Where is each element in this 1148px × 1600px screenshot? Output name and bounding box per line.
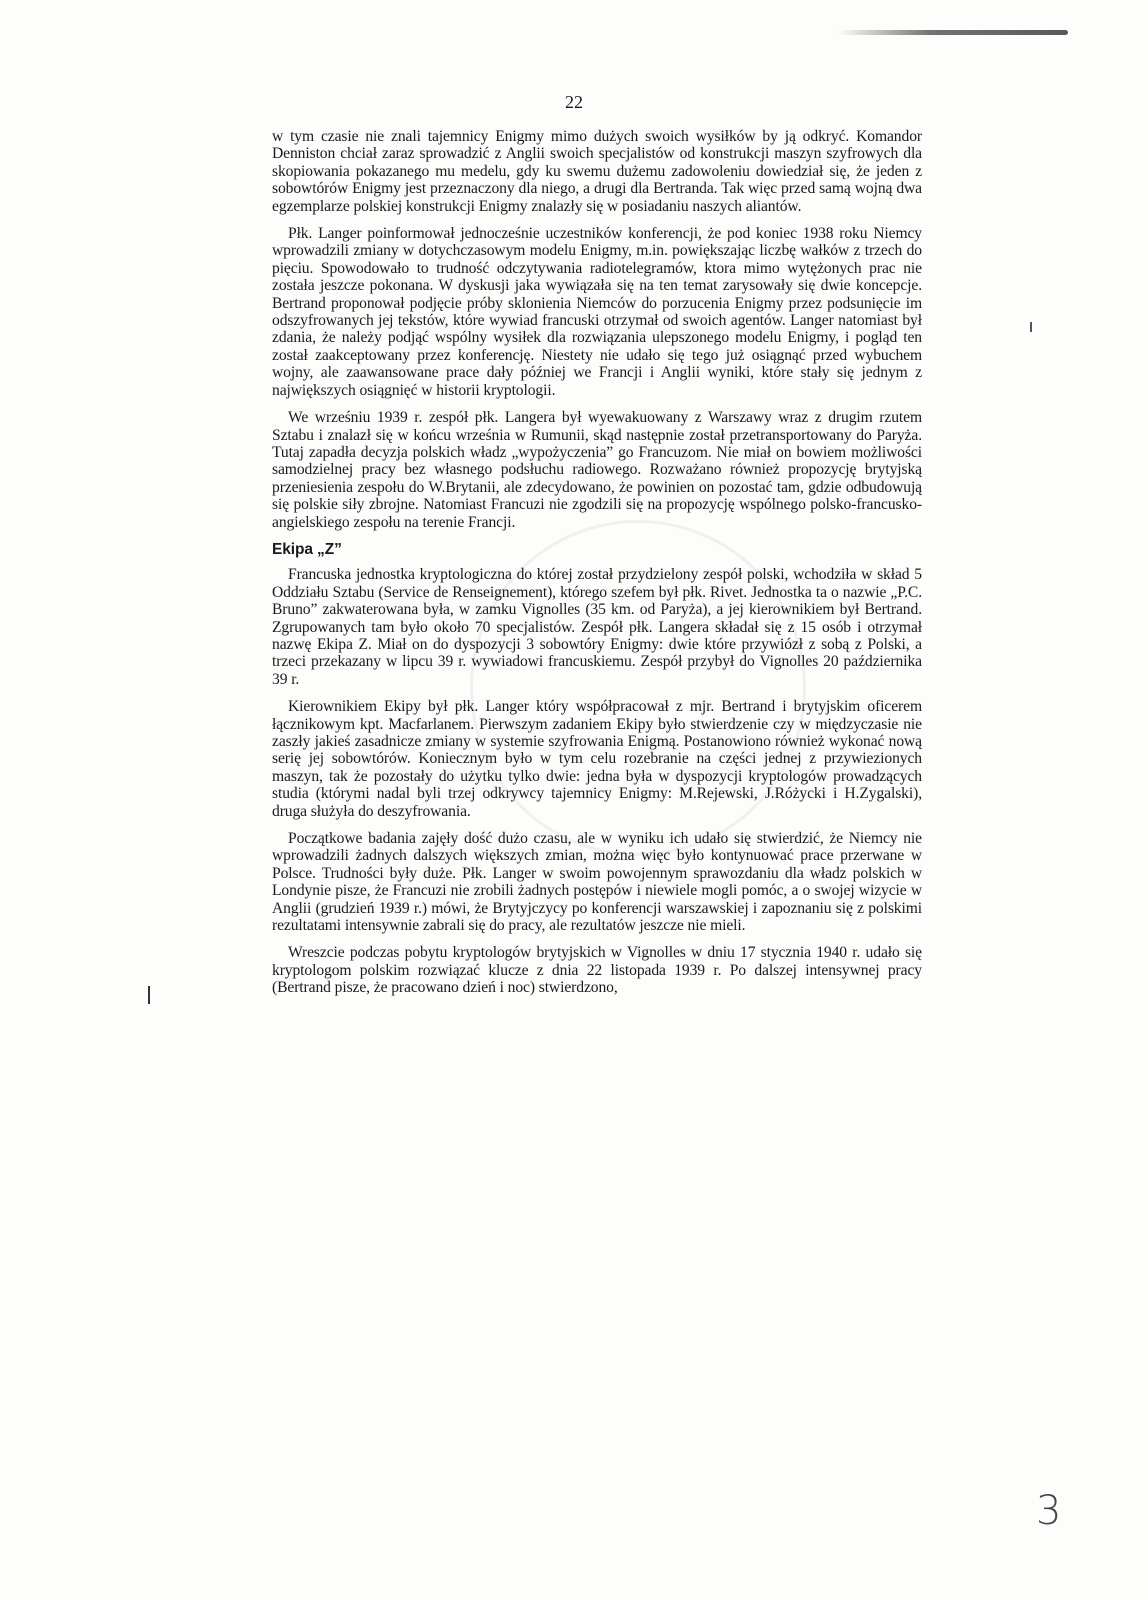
- handwritten-page-number: 3: [1036, 1488, 1062, 1534]
- paragraph-2: Płk. Langer poinformował jednocześnie uczestników konferencji, że pod koniec 1938 roku Niemcy wprowadzili zmiany w dotychczasowym modelu Enigmy, m.in. powiększając liczbę wałków z trzech do pięciu. Spowodowało to trudność odczytywania radiotelegramów, ktora mimo wytężonych prac nie została jeszcze pokonana. W dyskusji jaka wywiązała się na ten temat zarysowały się dwie koncepcje. Bertrand proponował podjęcie próby sklonienia Niemców do porzucenia Enigmy przez podsunięcie im odszyfrowanych jej tekstów, które wywiad francuski otrzymał od swoich agentów. Langer natomiast był zdania, że należy podjąć wspólny wysiłek dla rozwiązania ulepszonego modelu Enigmy, i pogląd ten został zaakceptowany przez konferencję. Niestety nie udało się tego już osiągnąć przed wybuchem wojny, ale zaawansowane prace dały później we Francji i Anglii wyniki, które stały się jednym z największych osiągnięć w historii kryptologii.: [272, 225, 922, 399]
- scan-edge-mark: [838, 30, 1068, 35]
- section-paragraph-3: Początkowe badania zajęły dość dużo czasu, ale w wyniku ich udało się stwierdzić, że Niemcy nie wprowadzili żadnych dalszych większych zmian, można więc było kontynuować prace przerwane w Polsce. Trudności były duże. Płk. Langer w swoim powojennym sprawozdaniu dla władz polskich w Londynie pisze, że Francuzi nie zrobili żadnych postępów i niewiele mogli pomóc, a o swojej wizycie w Anglii (grudzień 1939 r.) mówi, że Brytyjczycy po konferencji warszawskiej i zapoznaniu się z polskimi rezultatami intensywnie zabrali się do pracy, ale rezultatów jeszcze nie mieli.: [272, 830, 922, 935]
- section-paragraph-4: Wreszcie podczas pobytu kryptologów brytyjskich w Vignolles w dniu 17 stycznia 1940 r. udało się kryptologom polskim rozwiązać klucze z dnia 22 listopada 1939 r. Po dalszej intensywnej pracy (Bertrand pisze, że pracowano dzień i noc) stwierdzono,: [272, 944, 922, 997]
- paragraph-3: We wrześniu 1939 r. zespół płk. Langera był wyewakuowany z Warszawy wraz z drugim rzutem Sztabu i znalazł się w końcu września w Rumunii, skąd następnie został przetransportowany do Paryża. Tutaj zapadła decyzja polskich władz „wypożyczenia” go Francuzom. Nie miał on bowiem możliwości samodzielnej pracy bez własnego podsłuchu radiowego. Rozważano również propozycję brytyjską przeniesienia zespołu do W.Brytanii, ale zdecydowano, że powinien on pozostać tam, gdzie odbudowują się polskie siły zbrojne. Natomiast Francuzi nie zgodzili się na propozycję wspólnego polsko-francusko-angielskiego zespołu na terenie Francji.: [272, 409, 922, 531]
- margin-mark-right: [1030, 322, 1032, 332]
- section-paragraph-2: Kierownikiem Ekipy był płk. Langer który współpracował z mjr. Bertrand i brytyjskim oficerem łącznikowym kpt. Macfarlanem. Pierwszym zadaniem Ekipy było stwierdzenie czy w międzyczasie nie zaszły jakieś zasadnicze zmiany w systemie szyfrowania Enigmą. Postanowiono również wykonać nową serię jej sobowtórów. Koniecznym było w tym celu rozebranie na części jednej z przywiezionych maszyn, tak że pozostały do użytku tylko dwie: jedna była w dyspozycji kryptologów prowadzących studia (którymi nadal byli trzej odkrywcy tajemnicy Enigmy: M.Rejewski, J.Różycki i H.Zygalski), druga służyła do deszyfrowania.: [272, 698, 922, 820]
- document-body: [272, 128, 922, 1007]
- paragraph-1: w tym czasie nie znali tajemnicy Enigmy mimo dużych swoich wysiłków by ją odkryć. Komandor Denniston chciał zaraz sprowadzić z Anglii swoich specjalistów od konstrukcji maszyn szyfrowych dla skopiowania pokazanego mu medelu, gdy ku swemu dużemu zadowoleniu dowiedział się, że jeden z sobowtórów Enigmy jest przeznaczony dla niego, a drugi dla Bertranda. Tak więc przed samą wojną dwa egzemplarze polskiej konstrukcji Enigmy znalazły się w posiadaniu naszych aliantów.: [272, 128, 922, 215]
- page-number: 22: [565, 92, 583, 112]
- margin-mark-left: [148, 986, 150, 1004]
- section-paragraph-1: Francuska jednostka kryptologiczna do której został przydzielony zespół polski, wchodziła w skład 5 Oddziału Sztabu (Service de Renseignement), którego szefem był płk. Rivet. Jednostka ta o nazwie „P.C. Bruno” zakwaterowana była, w zamku Vignolles (35 km. od Paryża), a jej kierownikiem był Bertrand. Zgrupowanych tam było około 70 specjalistów. Zespół płk. Langera składał się z 15 osób i otrzymał nazwę Ekipa Z. Miał on do dyspozycji 3 sobowtóry Enigmy: dwie które przywiózł z sobą z Polski, a trzeci przekazany w lipcu 39 r. wywiadowi francuskiemu. Zespół przybył do Vignolles 20 października 39 r.: [272, 566, 922, 688]
- section-heading: Ekipa „Z”: [272, 540, 342, 558]
